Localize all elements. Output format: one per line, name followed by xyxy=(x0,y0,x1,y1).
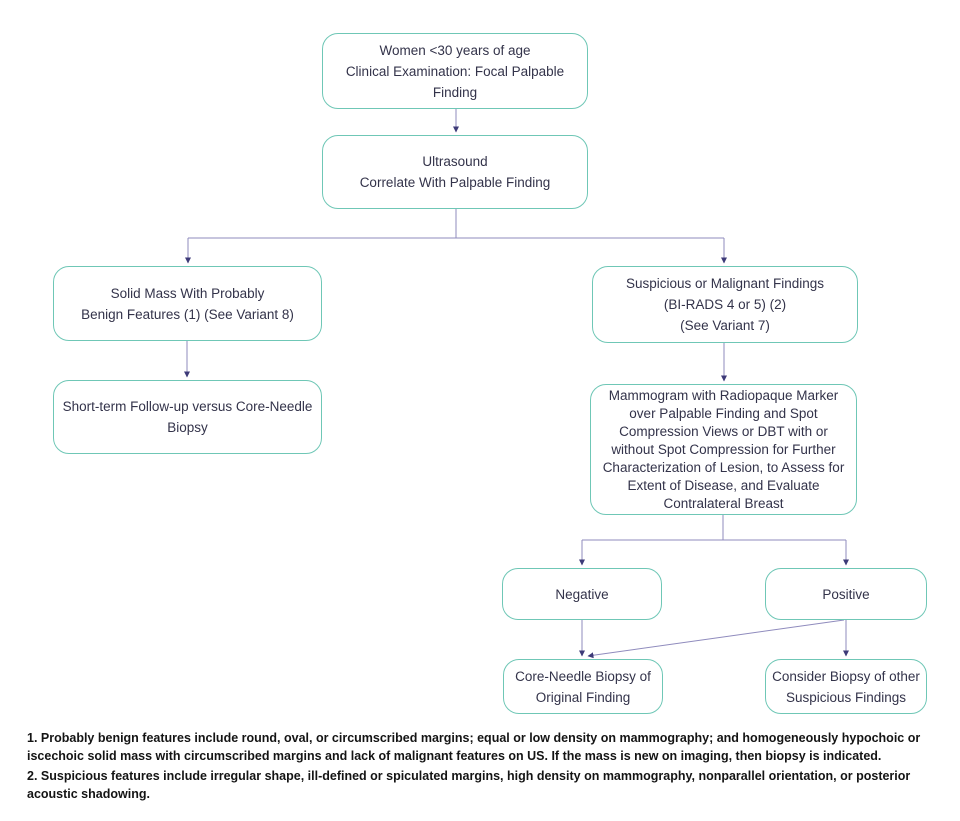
node-consider-biopsy xyxy=(765,659,927,714)
node-text-line: (BI-RADS 4 or 5) (2) xyxy=(663,297,787,312)
node-women-under-30 xyxy=(322,33,588,109)
node-short-term-followup xyxy=(53,380,322,454)
connector-positive-to-original-diagonal xyxy=(588,620,844,656)
node-text-line: Suspicious or Malignant Findings xyxy=(625,276,825,291)
node-text-line: (See Variant 7) xyxy=(680,318,770,333)
node-text-line: Benign Features (1) (See Variant 8) xyxy=(81,306,294,322)
node-ultrasound xyxy=(322,135,588,209)
node-solid-mass xyxy=(53,266,322,341)
node-text-line: Suspicious Findings xyxy=(785,689,907,705)
node-text-line: Positive xyxy=(822,586,870,602)
node-text-line: over Palpable Finding and Spot xyxy=(629,405,818,421)
node-text-line: Negative xyxy=(555,586,609,602)
node-text-line: Compression Views or DBT with or xyxy=(619,423,828,439)
node-text-line: Short-term Follow-up versus Core-Needle xyxy=(62,399,313,414)
node-text-line: Correlate With Palpable Finding xyxy=(359,175,551,190)
node-suspicious-findings xyxy=(592,266,858,343)
node-core-needle-biopsy xyxy=(503,659,663,714)
node-text-line: Biopsy xyxy=(167,420,208,435)
node-positive xyxy=(765,568,927,620)
node-text-line: Extent of Disease, and Evaluate xyxy=(627,477,820,493)
node-text-line: without Spot Compression for Further xyxy=(611,441,836,457)
footnote-suspicious-features: 2. Suspicious features include irregular shape, ill-defined or spiculated margins, high density on mammography, nonparallel orientation, or posterior acoustic shadowing. xyxy=(27,769,911,801)
node-text-line: Contralateral Breast xyxy=(663,495,784,511)
node-text-line: Women <30 years of age xyxy=(379,42,531,58)
footnote-probably-benign: 1. Probably benign features include round, oval, or circumscribed margins; equal or low density on mammography; and homogeneously hypochoic or iscechoic solid mass with circumscribed margins and lack of malignant features on US. If the mass is new on imaging, then biopsy is indicated. xyxy=(27,731,921,763)
node-text-line: Solid Mass With Probably xyxy=(110,285,265,301)
node-text-line: Consider Biopsy of other xyxy=(772,668,920,684)
node-text-line: Clinical Examination: Focal Palpable xyxy=(345,63,565,79)
node-text-line: Mammogram with Radiopaque Marker xyxy=(608,387,839,403)
node-text-line: Original Finding xyxy=(535,689,631,705)
node-text-line: Characterization of Lesion, to Assess for xyxy=(602,459,845,475)
node-text-line: Ultrasound xyxy=(422,154,488,169)
node-text-line: Finding xyxy=(432,84,478,100)
node-mammogram xyxy=(590,384,857,515)
node-text-line: Core-Needle Biopsy of xyxy=(515,668,651,684)
node-negative xyxy=(502,568,662,620)
